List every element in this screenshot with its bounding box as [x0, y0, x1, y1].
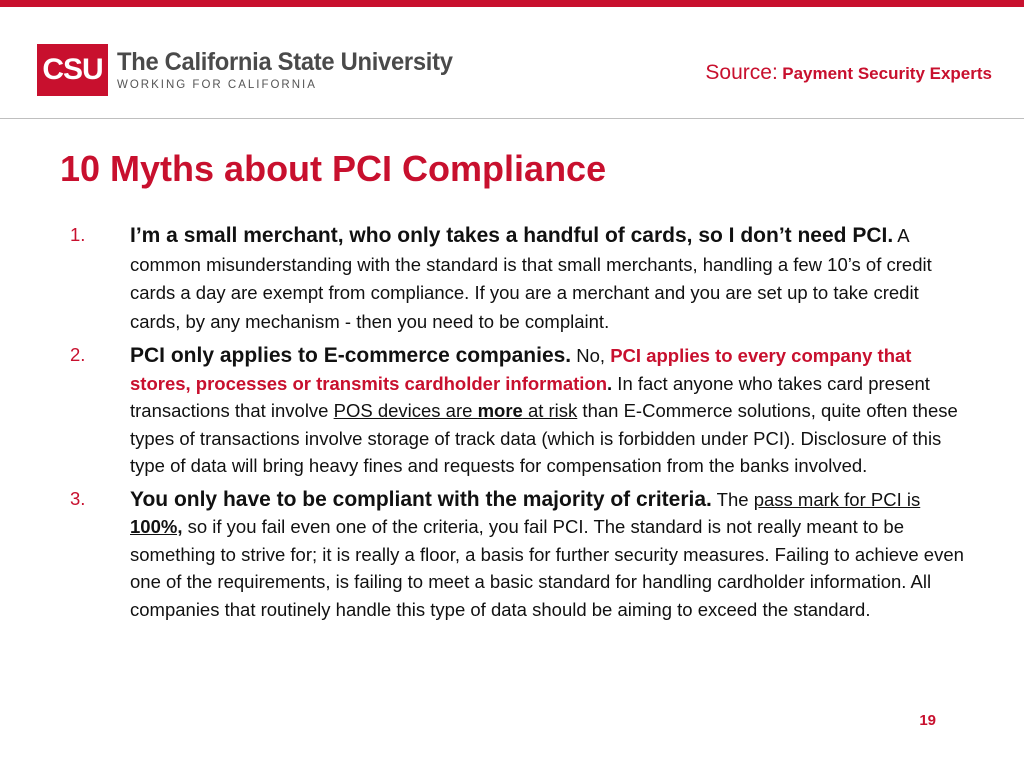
logo-text: [117, 44, 470, 91]
myth-item-1: [70, 222, 970, 336]
text-segment: The: [711, 488, 754, 510]
source-attribution: [705, 61, 992, 85]
text-segment: No,: [571, 345, 611, 366]
csu-logo: [37, 44, 470, 96]
myth-item-2: [70, 342, 970, 480]
item-body: [130, 222, 970, 336]
text-segment: than E-Commerce solutions, quite often these types of transactions involve storage of track data (which is forbidden under PCI). Disclosure of this type of data will bring heavy fines and requests for compensation from the banks involved.: [130, 400, 958, 476]
myths-list: [70, 222, 970, 629]
slide-title: 10 Myths about PCI Compliance: [60, 148, 607, 189]
page-number: 19: [919, 712, 936, 729]
top-accent-bar: [0, 0, 1024, 7]
underlined-text: at risk: [522, 400, 578, 421]
item-number: 2.: [70, 344, 86, 365]
csu-logo-mark: CSU: [37, 44, 108, 96]
source-label: Source:: [705, 61, 778, 84]
item-number: 1.: [70, 224, 86, 245]
underlined-text: POS devices are: [333, 400, 478, 421]
highlight-text: PCI applies to every company that stores, processes or transmits cardholder information: [130, 345, 912, 394]
logo-name: The California State University: [117, 48, 453, 76]
logo-tagline: WORKING FOR CALIFORNIA: [117, 79, 317, 91]
text-period: .: [607, 372, 613, 394]
source-value: Payment Security Experts: [782, 64, 992, 83]
myth-statement: PCI only applies to E-commerce companies.: [130, 344, 572, 367]
item-body: [130, 342, 970, 480]
underlined-bold-text: 100%,: [130, 516, 183, 537]
item-body: [130, 486, 970, 624]
header-divider: [0, 118, 1024, 119]
myth-statement: I’m a small merchant, who only takes a handful of cards, so I don’t need PCI.: [130, 224, 894, 247]
underlined-text: pass mark for PCI is: [753, 488, 921, 510]
text-segment: so if you fail even one of the criteria, you fail PCI. The standard is not really meant to be something to strive for; it is really a floor, a basis for further security measures. Failing to achieve even one of the requirements, is failing to meet a basic standard for handling cardholder information. All companies that routinely handle this type of data should be aiming to exceed the standard.: [130, 516, 964, 620]
item-number: 3.: [70, 487, 86, 509]
myth-statement: You only have to be compliant with the majority of criteria.: [130, 487, 712, 511]
underlined-bold-text: more: [477, 400, 523, 421]
myth-explanation: A common misunderstanding with the standard is that small merchants, handling a few 10’s of credit cards a day are exempt from compliance. If you are a merchant and you are set up to take credit cards, by any mechanism - then you need to be complaint.: [130, 225, 932, 332]
text-segment: In fact anyone who takes card present transactions that involve: [130, 372, 930, 421]
myth-item-3: [70, 486, 970, 624]
